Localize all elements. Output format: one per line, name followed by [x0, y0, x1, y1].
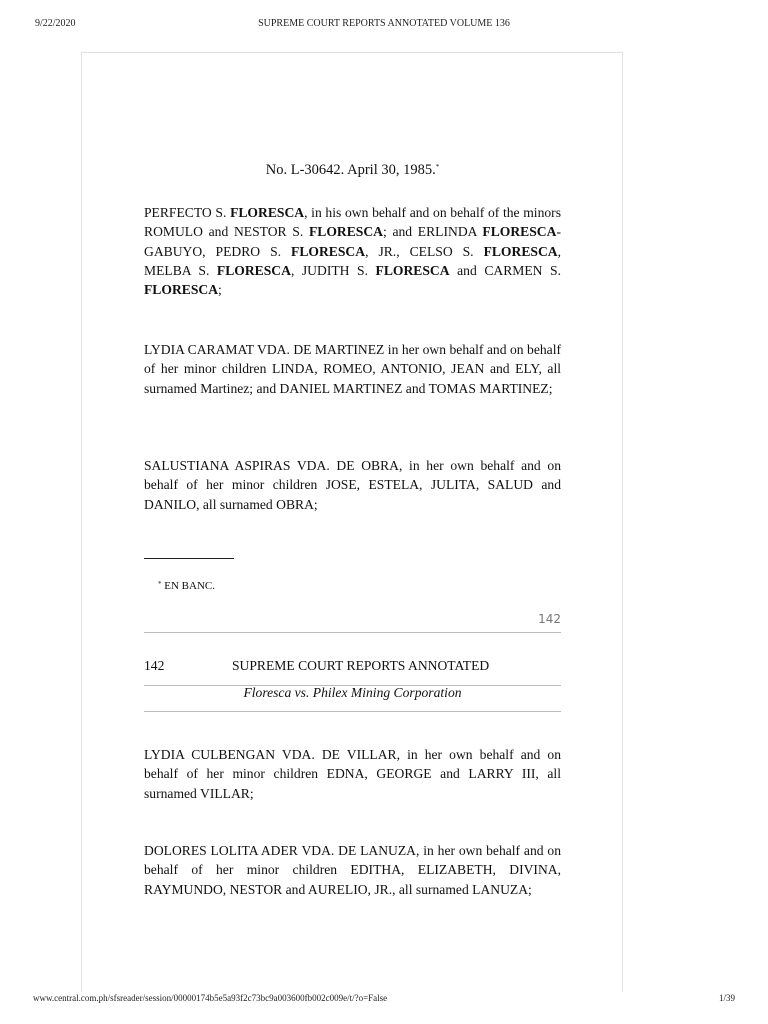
header-rule [144, 711, 561, 712]
party-text: , MELBA S. [144, 243, 561, 278]
running-title: SUPREME COURT REPORTS ANNOTATED [232, 658, 490, 673]
print-title: SUPREME COURT REPORTS ANNOTATED VOLUME 136 [258, 18, 510, 29]
party-text: SALUSTIANA ASPIRAS VDA. DE OBRA, in her own behalf and on behalf of her minor children JOSE, ESTELA, JULITA, SALUD and DANILO, all surnamed OBRA; [144, 458, 561, 512]
party-surname: FLORESCA [375, 262, 450, 278]
footnote-rule [144, 558, 234, 559]
print-url: www.central.com.ph/sfsreader/session/00000174b5e5a93f2c73bc9a003600fb002c009e/t/?o=False [33, 993, 388, 1003]
party-surname: FLORESCA [230, 205, 305, 220]
print-page-count: 1/39 [718, 993, 735, 1003]
party-surname: FLORESCA [482, 224, 557, 240]
party-text: DOLORES LOLITA ADER VDA. DE LANUZA, in her own behalf and on behalf of her minor children EDITHA, ELIZABETH, DIVINA, RAYMUNDO, NESTOR and AURELIO, JR., all surnamed LANUZA; [144, 843, 561, 897]
party-text: LYDIA CULBENGAN VDA. DE VILLAR, in her own behalf and on behalf of her minor children EDNA, GEORGE and LARRY III, all surnamed VILLAR; [144, 747, 561, 801]
party-surname: FLORESCA [144, 282, 219, 298]
party-text: PERFECTO S. [144, 205, 231, 220]
party-surname: FLORESCA [216, 262, 291, 278]
party-text: -GABUYO, PEDRO S. [144, 224, 561, 259]
party-text: and CARMEN S. [449, 262, 561, 278]
party-text: , JUDITH S. [290, 262, 376, 278]
party-paragraph [144, 340, 561, 398]
party-text: ; and ERLINDA [382, 224, 483, 240]
party-paragraph [144, 456, 561, 514]
party-text: LYDIA CARAMAT VDA. DE MARTINEZ in her own behalf and on behalf of her minor children LINDA, ROMEO, ANTONIO, JEAN and ELY, all surnamed Martinez; and DANIEL MARTINEZ and TOMAS MARTINEZ; [144, 342, 561, 396]
print-date: 9/22/2020 [35, 18, 76, 29]
party-text: , JR., CELSO S. [365, 243, 484, 259]
case-subtitle: Floresca vs. Philex Mining Corporation [243, 685, 462, 700]
party-paragraph [144, 745, 561, 803]
footnote-marker: * [435, 163, 440, 171]
running-page-number: 142 [144, 658, 165, 673]
document-sheet [81, 52, 623, 992]
party-surname: FLORESCA [291, 243, 366, 259]
case-number: No. L-30642. April 30, 1985.* [265, 162, 440, 178]
page-divider [144, 632, 561, 633]
party-text: , in his own behalf and on behalf of the minors ROMULO and NESTOR S. [144, 205, 561, 240]
footnote: * EN BANC. [158, 580, 215, 592]
party-surname: FLORESCA [308, 224, 383, 240]
party-surname: FLORESCA [483, 243, 558, 259]
party-text: ; [218, 282, 222, 298]
party-paragraph [144, 203, 561, 299]
page-number: 142 [538, 612, 561, 626]
party-paragraph [144, 841, 561, 899]
